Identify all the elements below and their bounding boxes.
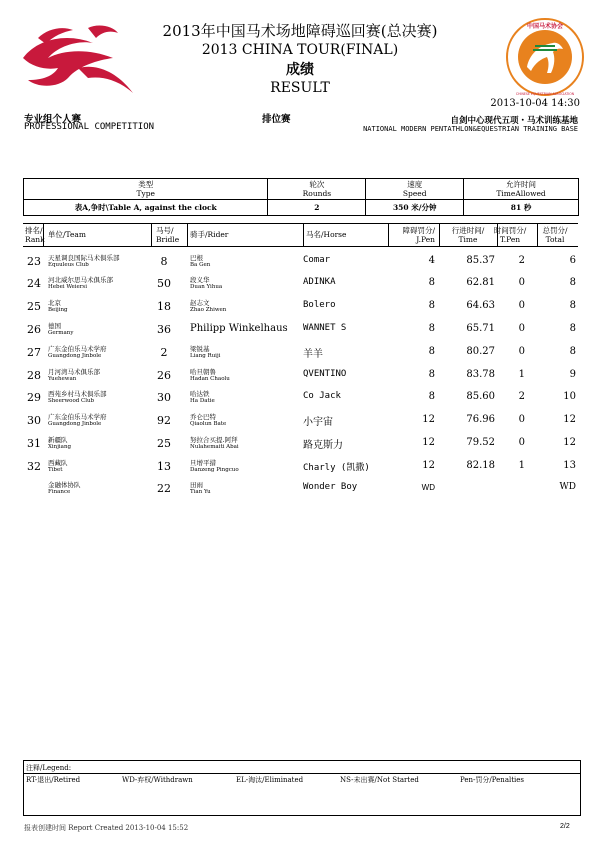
col-jpen-en: J.Pen	[416, 235, 435, 244]
table-row	[23, 250, 578, 272]
type-label-en: Type	[136, 189, 155, 198]
time: 62.81	[466, 277, 495, 288]
bridle: 13	[157, 460, 171, 473]
rider-en: Nulahemaiti Abai	[190, 444, 239, 450]
time-penalty: 2	[518, 255, 525, 266]
table-row	[23, 455, 578, 477]
speed-label-cn: 速度	[407, 180, 423, 189]
venue-cn: 自剑中心现代五项・马术训练基地	[450, 116, 578, 126]
club-cn: 金融体协队	[48, 481, 81, 489]
col-rider: 骑手/Rider	[190, 230, 229, 239]
bridle: 50	[157, 277, 171, 290]
total: 8	[569, 300, 576, 311]
rider-cn: 乔仑巴特	[190, 413, 216, 421]
club-en: Xinjiang	[48, 444, 72, 450]
rider-en: Qiaolun Bate	[190, 421, 227, 427]
col-tpen-en: T.Pen	[499, 235, 521, 244]
table-row	[23, 432, 578, 454]
col-bridle-cn: 马号/	[156, 226, 174, 235]
rider-en: Zhao Zhiwen	[190, 307, 227, 313]
table-row	[23, 341, 578, 363]
time-allowed-value: 81 秒	[464, 200, 579, 216]
total: 12	[563, 437, 576, 448]
bridle: 36	[157, 323, 171, 336]
time: 80.27	[466, 346, 495, 357]
horse: ADINKA	[303, 277, 336, 287]
rank: 29	[27, 391, 41, 404]
col-tpen-cn: 时间罚分/	[493, 226, 527, 235]
jumping-penalty: 12	[422, 437, 435, 448]
rider-en: Duan Yihua	[190, 284, 223, 290]
club-cn: 德国	[48, 322, 61, 330]
legend-retired: RT-退出/Retired	[26, 776, 81, 784]
club-en: Beijing	[48, 307, 68, 313]
type-label-cn: 类型	[138, 180, 154, 189]
horse: Bolero	[303, 300, 336, 310]
col-rank-en: Rank	[25, 235, 45, 244]
horse: Wonder Boy	[303, 482, 358, 492]
time: 65.71	[466, 323, 495, 334]
competition-info-table	[23, 178, 579, 216]
bridle: 92	[157, 414, 171, 427]
result-en: RESULT	[270, 80, 330, 96]
competition-cn: 专业组个人赛	[24, 114, 82, 125]
horse: 小宇宙	[303, 417, 333, 428]
time: 85.60	[466, 391, 495, 402]
horse: Co Jack	[303, 391, 341, 401]
rider-en: Ba Gen	[190, 262, 211, 268]
bridle: 30	[157, 391, 171, 404]
club-cn: 天星调良国际马术俱乐部	[48, 254, 120, 262]
time-penalty: 0	[518, 346, 525, 357]
horse: WANNET S	[303, 323, 347, 333]
time: 64.63	[466, 300, 495, 311]
rider-cn: 哈旦朝鲁	[190, 368, 216, 376]
jumping-penalty: 8	[428, 323, 435, 334]
rider-cn: 旦增平措	[190, 459, 216, 467]
total: WD	[559, 482, 576, 492]
rider-en: Hadan Chaolu	[190, 376, 230, 382]
table-row	[23, 409, 578, 431]
club-cn: 广东金伯乐马术学府	[48, 345, 107, 353]
time-penalty: 0	[518, 277, 525, 288]
rider-name: Philipp Winkelhaus	[190, 323, 288, 334]
results-header	[23, 223, 578, 247]
time-penalty: 0	[518, 300, 525, 311]
legend-withdrawn: WD-弃权/Withdrawn	[122, 776, 193, 784]
club-cn: 新疆队	[48, 436, 68, 444]
jumping-penalty: WD	[421, 483, 435, 492]
page-number: 2/2	[560, 823, 570, 830]
table-row	[23, 272, 578, 294]
legend-penalties: Pen-罚分/Penalties	[460, 776, 525, 784]
rounds-label-cn: 轮次	[309, 180, 325, 189]
jumping-penalty: 12	[422, 414, 435, 425]
rider-en: Tian Yu	[190, 489, 211, 495]
title-en: 2013 CHINA TOUR(FINAL)	[201, 42, 399, 58]
rider-cn: 段义华	[190, 276, 210, 284]
rider-cn: 巴根	[190, 254, 203, 262]
legend-not-started: NS-未出赛/Not Started	[340, 776, 419, 784]
rank: 28	[27, 369, 41, 382]
table-row	[23, 295, 578, 317]
total: 12	[563, 414, 576, 425]
competition-en: PROFESSIONAL COMPETITION	[24, 122, 155, 132]
result-cn: 成绩	[286, 62, 314, 78]
total: 8	[569, 277, 576, 288]
cea-logo	[505, 15, 585, 100]
table-row	[23, 386, 578, 408]
rank: 27	[27, 346, 41, 359]
legend	[23, 760, 581, 816]
col-horse: 马名/Horse	[306, 230, 347, 239]
report-datetime: 2013-10-04 14:30	[490, 98, 580, 109]
rank: 23	[27, 255, 41, 268]
col-jpen-cn: 障碍罚分/	[402, 226, 435, 235]
club-en: Sheerwood Club	[48, 398, 95, 404]
time-allowed-header	[464, 179, 579, 200]
time: 82.18	[466, 460, 495, 471]
rank: 25	[27, 300, 41, 313]
rider-en: Liang Ruiji	[190, 353, 221, 359]
total: 10	[563, 391, 576, 402]
speed-label-en: Speed	[402, 189, 427, 198]
time-penalty: 2	[518, 391, 525, 402]
club-cn: 西藏队	[48, 459, 68, 467]
jumping-penalty: 4	[428, 255, 435, 266]
horse: Charly (凯撒)	[303, 463, 370, 473]
club-en: Equuleus Club	[48, 262, 89, 268]
phase-label: 排位赛	[262, 114, 291, 125]
rank: 32	[27, 460, 41, 473]
jumping-penalty: 8	[428, 277, 435, 288]
time-penalty: 1	[518, 369, 525, 380]
rider-cn: 哈达铁	[190, 390, 210, 398]
time-label-cn: 允许时间	[506, 180, 537, 189]
club-en: Germany	[48, 330, 74, 336]
logo-bottom-text: CHINESE EQUESTRIAN ASSOCIATION	[515, 92, 575, 96]
col-team: 单位/Team	[48, 230, 86, 239]
club-cn: 西苑乡村马术俱乐部	[48, 390, 107, 398]
speed-value: 350 米/分钟	[366, 200, 464, 216]
legend-title: 注释/Legend:	[26, 764, 72, 772]
rank: 31	[27, 437, 41, 450]
jumping-penalty: 8	[428, 300, 435, 311]
report-created: 报表创建时间 Report Created 2013-10-04 15:52	[24, 824, 189, 832]
rider-en: Danzeng Pingcuo	[190, 467, 239, 473]
club-cn: 月河湾马术俱乐部	[48, 368, 100, 376]
table-row	[23, 477, 578, 499]
horse: 路克斯力	[303, 440, 343, 451]
time-penalty: 0	[518, 414, 525, 425]
rank: 26	[27, 323, 41, 336]
club-cn: 河北威尔思马术俱乐部	[48, 276, 113, 284]
title-cn: 2013年中国马术场地障碍巡回赛(总决赛)	[162, 22, 438, 40]
time: 85.37	[466, 255, 495, 266]
logo-top-text: 中国马术协会	[526, 23, 564, 30]
rider-cn: 努拉合买提.阿拜	[190, 436, 238, 444]
rider-en: Ha Datie	[190, 398, 215, 404]
club-en: Finance	[48, 489, 71, 495]
legend-eliminated: EL-淘汰/Eliminated	[236, 776, 304, 784]
rider-cn: 梁锐基	[190, 345, 210, 353]
time: 79.52	[466, 437, 495, 448]
col-total-en: Total	[545, 235, 565, 244]
time-label-en: TimeAllowed	[496, 189, 546, 198]
total: 13	[563, 460, 576, 471]
bridle: 26	[157, 369, 171, 382]
rounds-label-en: Rounds	[302, 189, 332, 198]
table-row	[23, 318, 578, 340]
col-bridle-en: Bridle	[156, 235, 180, 244]
club-cn: 北京	[48, 299, 61, 307]
col-time-en: Time	[458, 235, 478, 244]
bridle: 25	[157, 437, 171, 450]
rounds-value: 2	[268, 200, 366, 216]
time-penalty: 0	[518, 437, 525, 448]
rounds-header	[268, 179, 366, 200]
jumping-penalty: 8	[428, 369, 435, 380]
rider-cn: 田雨	[190, 481, 203, 489]
bridle: 8	[160, 255, 168, 268]
total: 8	[569, 323, 576, 334]
club-en: Yuehewan	[48, 376, 77, 382]
table-row	[23, 364, 578, 386]
time: 76.96	[466, 414, 495, 425]
club-cn: 广东金伯乐马术学府	[48, 413, 107, 421]
club-en: Guangdong Jinbole	[48, 421, 102, 427]
jumping-penalty: 12	[422, 460, 435, 471]
col-time-cn: 行进时间/	[451, 226, 485, 235]
horse: QVENTINO	[303, 369, 347, 379]
bridle: 22	[157, 482, 171, 495]
time: 83.78	[466, 369, 495, 380]
type-header	[24, 179, 268, 200]
col-total-cn: 总罚分/	[542, 226, 568, 235]
club-en: Guangdong Jinbole	[48, 353, 102, 359]
club-en: Tibet	[48, 467, 63, 473]
rider-cn: 赵志文	[190, 299, 210, 307]
rank: 30	[27, 414, 41, 427]
bridle: 2	[160, 346, 168, 359]
club-en: Hebei Weiersi	[48, 284, 88, 290]
speed-header	[366, 179, 464, 200]
total: 8	[569, 346, 576, 357]
col-rank-cn: 排名/	[25, 226, 43, 235]
horse: Comar	[303, 255, 331, 265]
total: 9	[569, 369, 576, 380]
jumping-penalty: 8	[428, 346, 435, 357]
venue-en: NATIONAL MODERN PENTATHLON&EQUESTRIAN TRAINING BASE	[363, 125, 578, 133]
rank: 24	[27, 277, 41, 290]
horse: 羊羊	[303, 349, 323, 360]
type-value: 表A,争时\Table A, against the clock	[24, 200, 268, 216]
jumping-penalty: 8	[428, 391, 435, 402]
bridle: 18	[157, 300, 171, 313]
time-penalty: 0	[518, 323, 525, 334]
time-penalty: 1	[518, 460, 525, 471]
total: 6	[569, 255, 576, 266]
